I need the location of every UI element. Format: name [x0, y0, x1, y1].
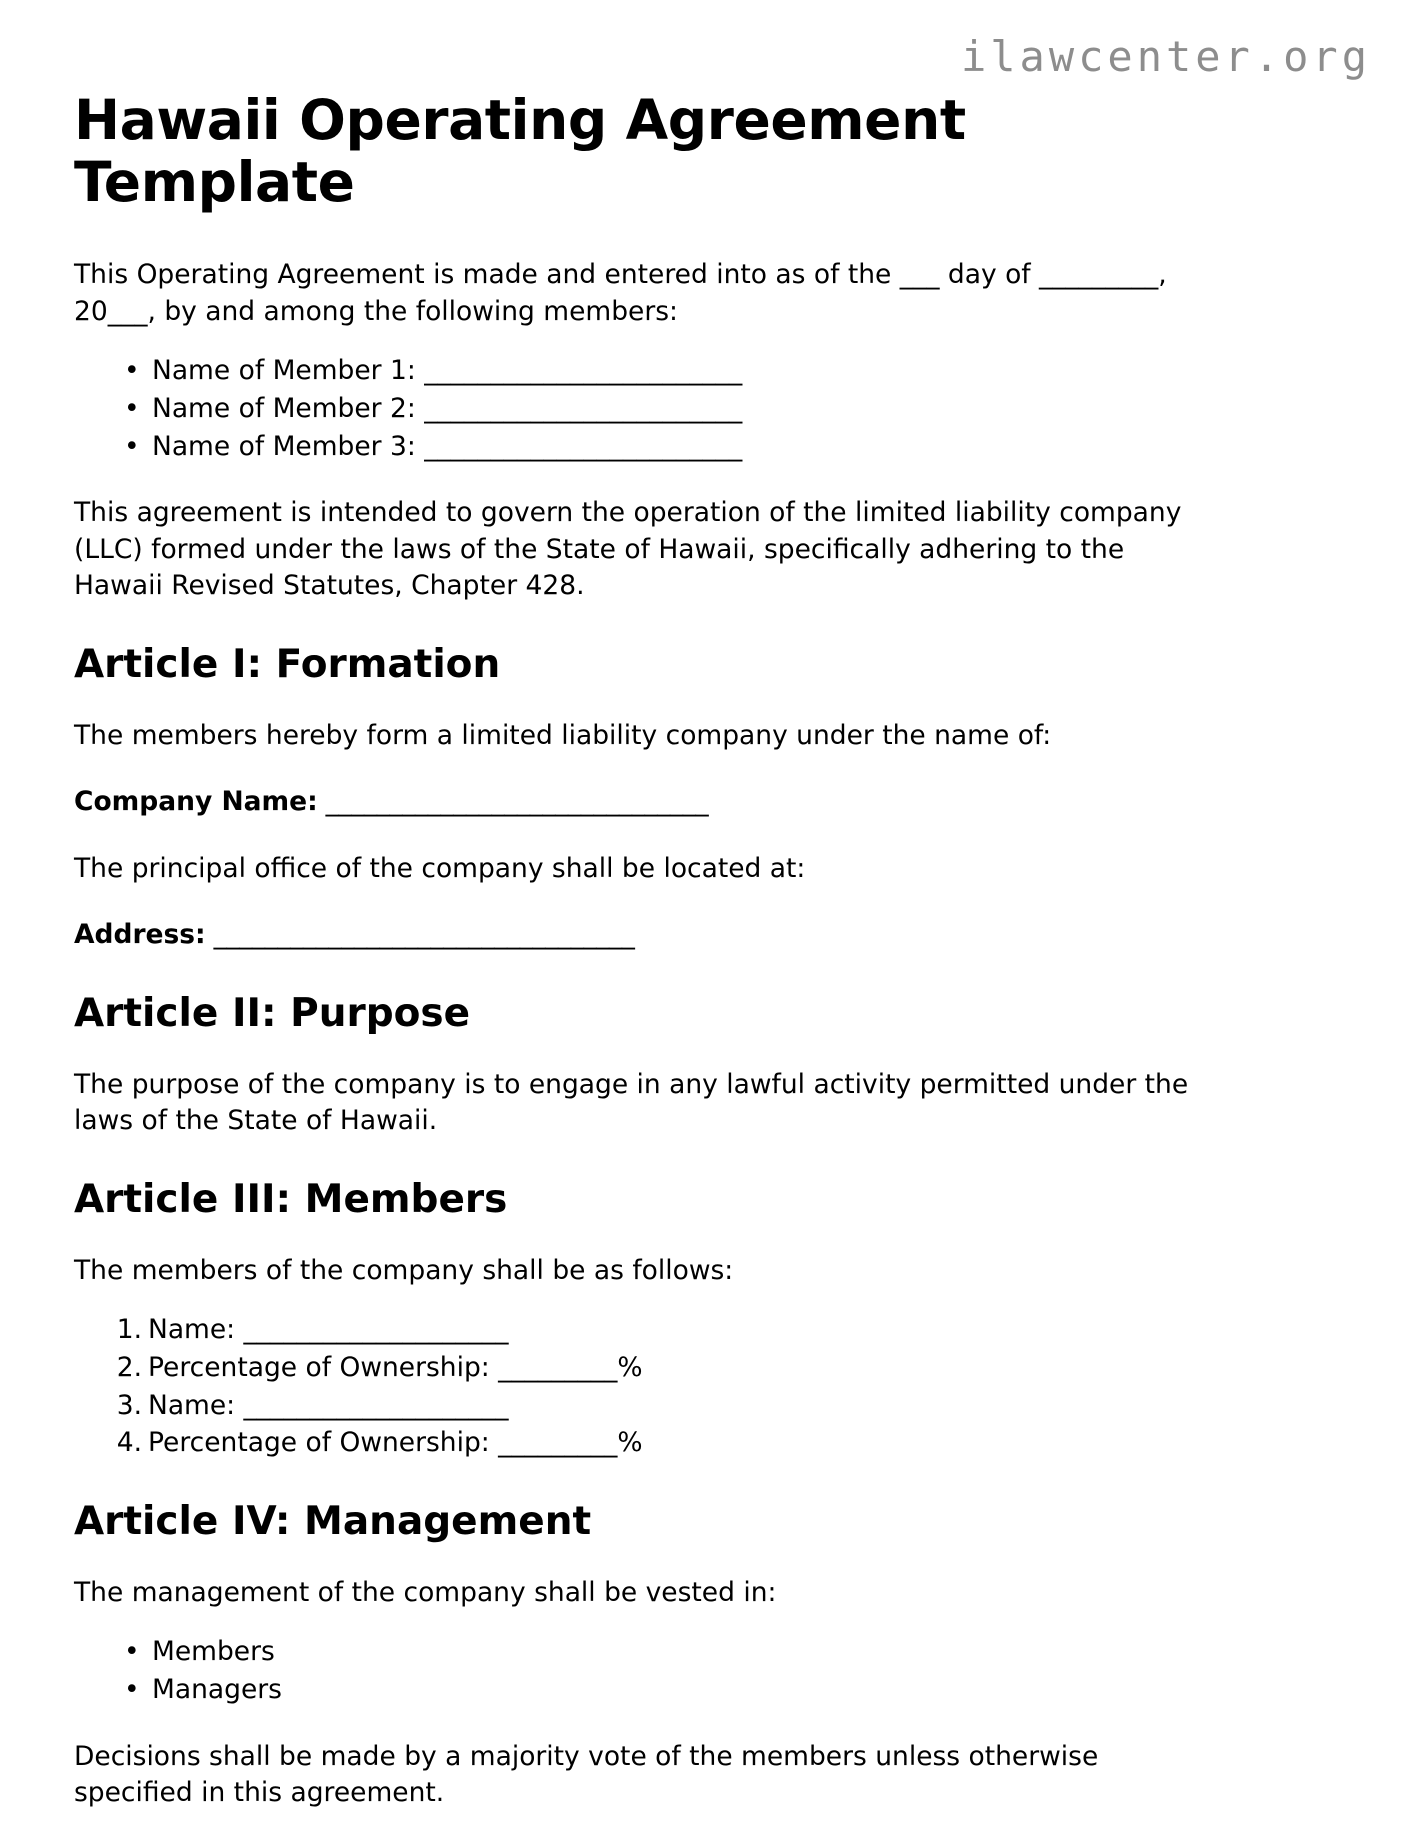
article-2-paragraph-1: The purpose of the company is to engage in any lawful activity permitted under the laws of the State of Hawaii.: [74, 1068, 1189, 1137]
spacer: [74, 1223, 1204, 1253]
document-body: [74, 0, 1204, 1812]
members-numbered-list: [74, 1311, 1204, 1462]
spacer: [74, 887, 1204, 917]
spacer: [74, 1037, 1204, 1067]
governing-law-paragraph: This agreement is intended to govern the operation of the limited liability company (LLC) formed under the laws of the State of Hawaii, specifically adhering to the Hawaii Revised Statutes, Chapter 428.: [74, 497, 1182, 602]
list-item: Name: ____________________: [148, 1389, 509, 1421]
list-item: • Members: [152, 1633, 1204, 1671]
address-blank[interactable]: _________________________________: [205, 919, 635, 951]
article-3-paragraph-1: The members of the company shall be as follows:: [74, 1254, 734, 1286]
members-bullet-list: [74, 352, 1204, 465]
intro-paragraph: This Operating Agreement is made and entered into as of the ___ day of _________, 20___, by and among the following members:: [74, 259, 1167, 327]
spacer: [74, 1545, 1204, 1575]
article-1-paragraph-1: The members hereby form a limited liability company under the name of:: [74, 719, 1052, 751]
page-title: Hawaii Operating Agreement Template: [74, 88, 966, 214]
spacer: [74, 1140, 1204, 1178]
management-bullet-list: [74, 1633, 1204, 1708]
spacer: [74, 954, 1204, 992]
article-1-heading: Article I: Formation: [74, 641, 501, 687]
spacer: [74, 465, 1204, 495]
list-item: Percentage of Ownership: _________%: [148, 1351, 643, 1383]
article-4-heading: Article IV: Management: [74, 1498, 592, 1544]
article-3-heading: Article III: Members: [74, 1176, 508, 1222]
company-name-blank[interactable]: ______________________________: [317, 786, 709, 818]
spacer: [74, 330, 1204, 352]
spacer: [74, 1462, 1204, 1500]
article-4-paragraph-1: The management of the company shall be vested in:: [74, 1576, 777, 1608]
list-item: Name: ____________________: [148, 1314, 509, 1346]
spacer: [74, 821, 1204, 851]
address-label: Address:: [74, 919, 206, 951]
list-item: • Name of Member 1: ________________________: [152, 352, 1204, 390]
company-name-field: [74, 784, 1204, 821]
address-field: [74, 917, 1204, 954]
spacer: [74, 754, 1204, 784]
list-item: Percentage of Ownership: _________%: [148, 1427, 643, 1459]
spacer: [74, 213, 1204, 257]
list-item: • Name of Member 3: ________________________: [152, 428, 1204, 466]
article-1-paragraph-2: The principal office of the company shall be located at:: [74, 852, 806, 884]
company-name-label: Company Name:: [74, 786, 318, 818]
article-4-paragraph-2: Decisions shall be made by a majority vote of the members unless otherwise specified in this agreement.: [74, 1740, 1099, 1809]
spacer: [74, 688, 1204, 718]
article-2-heading: Article II: Purpose: [74, 990, 471, 1036]
spacer: [74, 605, 1204, 643]
spacer: [74, 1611, 1204, 1633]
list-item: • Managers: [152, 1671, 1204, 1709]
list-item: • Name of Member 2: ________________________: [152, 390, 1204, 428]
site-watermark: ilawcenter.org: [960, 32, 1371, 81]
spacer: [74, 1289, 1204, 1311]
spacer: [74, 1709, 1204, 1739]
